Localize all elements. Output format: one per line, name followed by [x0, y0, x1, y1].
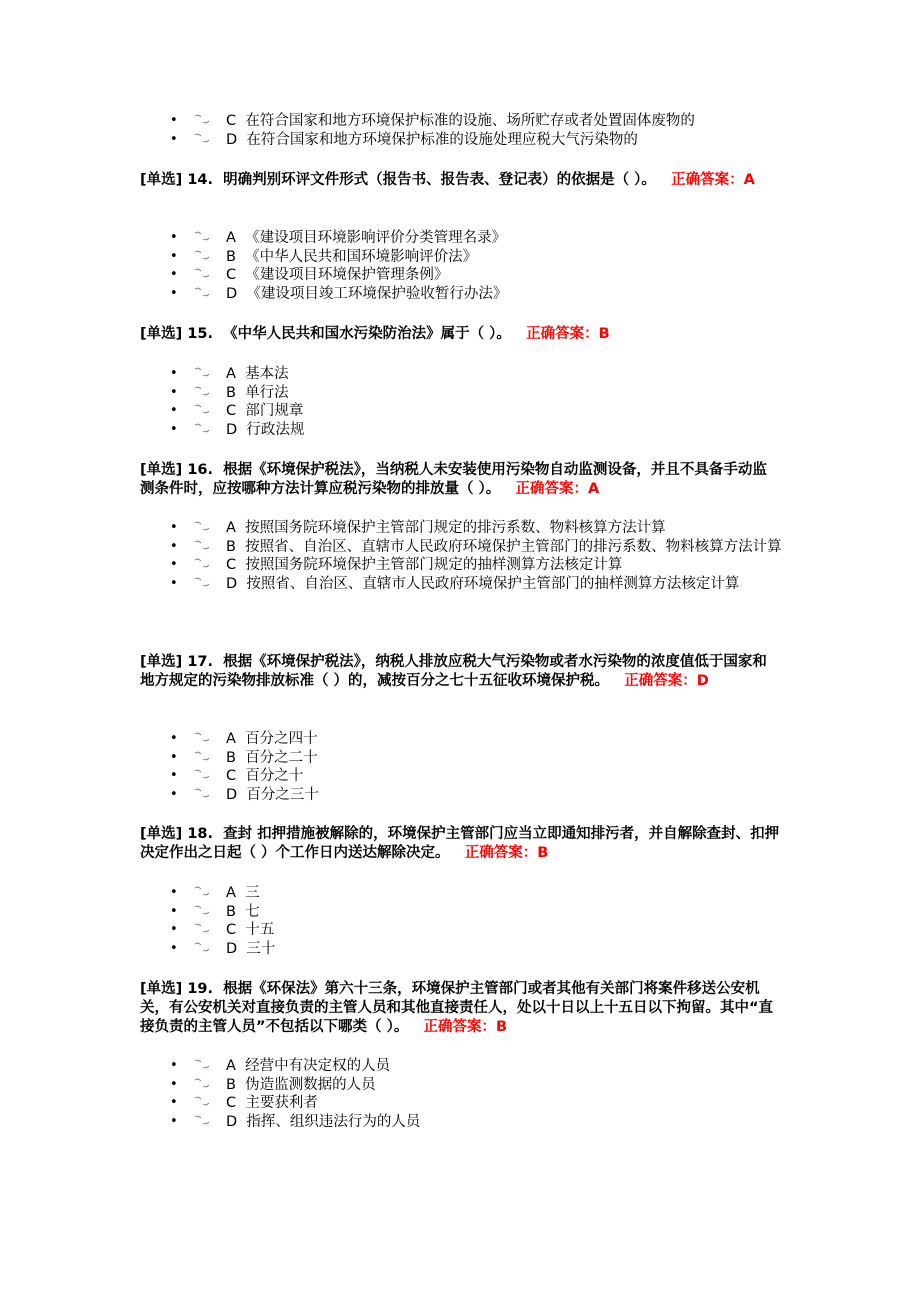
question-16-options — [0, 519, 920, 593]
option-item[interactable] — [0, 575, 920, 594]
question-text: [单选] 17. 根据《环境保护税法》，纳税人排放应税大气污染物或者水污染物的浓度值低于国家和地方规定的污染物排放标准（ ）的，减按百分之七十五征收环境保护税。 正确答案：D — [140, 654, 767, 689]
option-text: B 按照省、自治区、直辖市人民政府环境保护主管部门的排污系数、物料核算方法计算 — [226, 538, 782, 555]
question-text: [单选] 14. 明确判别环评文件形式（报告书、报告表、登记表）的依据是（ ）。 正确答案：A — [140, 172, 755, 188]
option-text: D 百分之三十 — [226, 786, 319, 803]
option-item[interactable] — [0, 921, 920, 940]
option-item[interactable] — [0, 365, 920, 384]
question-text: [单选] 15. 《中华人民共和国水污染防治法》属于（ ）。 正确答案：B — [140, 326, 610, 342]
option-item[interactable] — [0, 229, 920, 248]
option-text: D 按照省、自治区、直辖市人民政府环境保护主管部门的抽样测算方法核定计算 — [226, 575, 740, 592]
option-text: B 百分之二十 — [226, 749, 318, 766]
question-15-options — [0, 365, 920, 439]
option-text: C 按照国务院环境保护主管部门规定的抽样测算方法核定计算 — [226, 557, 623, 573]
question-18-options — [0, 884, 920, 958]
bullet: • — [170, 557, 178, 572]
option-item[interactable] — [0, 1094, 920, 1113]
option-item[interactable] — [0, 285, 920, 304]
radio-icon[interactable] — [194, 750, 210, 763]
option-item[interactable] — [0, 1057, 920, 1076]
question-17-options — [0, 730, 920, 804]
bullet: • — [170, 1113, 178, 1129]
option-item[interactable] — [0, 556, 920, 575]
radio-icon[interactable] — [194, 557, 210, 570]
option-item[interactable] — [0, 1076, 920, 1095]
option-list — [0, 1057, 920, 1131]
option-text: C 百分之十 — [226, 768, 304, 784]
option-item[interactable] — [0, 131, 920, 150]
bullet: • — [170, 749, 178, 765]
radio-icon[interactable] — [194, 230, 210, 243]
question-18 — [0, 825, 920, 863]
option-item[interactable] — [0, 384, 920, 403]
option-text: D 指挥、组织违法行为的人员 — [226, 1113, 421, 1130]
bullet: • — [170, 1058, 178, 1073]
radio-icon[interactable] — [194, 520, 210, 533]
option-text: A 三 — [226, 885, 260, 901]
option-text: D 《建设项目竣工环境保护验收暂行办法》 — [226, 285, 508, 302]
option-item[interactable] — [0, 248, 920, 267]
bullet: • — [170, 285, 178, 301]
option-text: A 按照国务院环境保护主管部门规定的排污系数、物料核算方法计算 — [226, 520, 666, 536]
radio-icon[interactable] — [194, 249, 210, 262]
question-14 — [0, 171, 920, 190]
option-list — [0, 730, 920, 804]
bullet: • — [170, 131, 178, 147]
option-text: B 《中华人民共和国环境影响评价法》 — [226, 248, 478, 265]
bullet: • — [170, 384, 178, 400]
option-item[interactable] — [0, 786, 920, 805]
option-list — [0, 229, 920, 303]
question-text: [单选] 18. 查封 扣押措施被解除的，环境保护主管部门应当立即通知排污者，并自解除查封、扣押决定作出之日起（ ）个工作日内送达解除决定。 正确答案：B — [140, 826, 780, 861]
bullet: • — [170, 230, 178, 245]
option-item[interactable] — [0, 538, 920, 557]
option-item[interactable] — [0, 730, 920, 749]
radio-icon[interactable] — [194, 941, 210, 954]
radio-icon[interactable] — [194, 922, 210, 935]
option-text: D 行政法规 — [226, 421, 305, 438]
prev-question-options — [0, 112, 920, 149]
radio-icon[interactable] — [194, 787, 210, 800]
radio-icon[interactable] — [194, 539, 210, 552]
correct-answer: 正确答案：A — [671, 172, 755, 188]
bullet: • — [170, 885, 178, 900]
option-text: D 在符合国家和地方环境保护标准的设施处理应税大气污染物的 — [226, 131, 638, 148]
radio-icon[interactable] — [194, 267, 210, 280]
option-text: A 经营中有决定权的人员 — [226, 1058, 391, 1074]
radio-icon[interactable] — [194, 904, 210, 917]
option-text: C 十五 — [226, 922, 275, 938]
bullet: • — [170, 520, 178, 535]
option-text: A 《建设项目环境影响评价分类管理名录》 — [226, 230, 507, 246]
bullet: • — [170, 366, 178, 381]
bullet: • — [170, 903, 178, 919]
bullet: • — [170, 922, 178, 937]
radio-icon[interactable] — [194, 403, 210, 416]
option-item[interactable] — [0, 519, 920, 538]
option-item[interactable] — [0, 402, 920, 421]
option-text: A 百分之四十 — [226, 731, 318, 747]
question-14-options — [0, 229, 920, 303]
option-list — [0, 365, 920, 439]
bullet: • — [170, 1095, 178, 1110]
radio-icon[interactable] — [194, 385, 210, 398]
option-text: A 基本法 — [226, 366, 289, 382]
bullet: • — [170, 403, 178, 418]
radio-icon[interactable] — [194, 768, 210, 781]
correct-answer: 正确答案：B — [464, 845, 549, 861]
radio-icon[interactable] — [194, 1095, 210, 1108]
question-19-options — [0, 1057, 920, 1131]
radio-icon[interactable] — [194, 1114, 210, 1127]
option-text: C 部门规章 — [226, 403, 304, 419]
question-17 — [0, 653, 920, 691]
option-text: C 《建设项目环境保护管理条例》 — [226, 267, 449, 283]
option-item[interactable] — [0, 767, 920, 786]
bullet: • — [170, 267, 178, 282]
option-text: C 在符合国家和地方环境保护标准的设施、场所贮存或者处置固体废物的 — [226, 113, 695, 129]
bullet: • — [170, 1076, 178, 1092]
option-item[interactable] — [0, 1113, 920, 1132]
bullet: • — [170, 421, 178, 437]
radio-icon[interactable] — [194, 113, 210, 126]
option-list — [0, 519, 920, 593]
bullet: • — [170, 786, 178, 802]
option-list — [0, 884, 920, 958]
option-text: B 七 — [226, 903, 260, 920]
correct-answer: 正确答案：A — [515, 481, 600, 497]
radio-icon[interactable] — [194, 885, 210, 898]
option-text: B 伪造监测数据的人员 — [226, 1076, 376, 1093]
option-text: C 主要获利者 — [226, 1095, 318, 1111]
question-19 — [0, 980, 920, 1037]
option-item[interactable] — [0, 112, 920, 131]
option-item[interactable] — [0, 421, 920, 440]
radio-icon[interactable] — [194, 286, 210, 299]
option-item[interactable] — [0, 749, 920, 768]
option-item[interactable] — [0, 884, 920, 903]
bullet: • — [170, 731, 178, 746]
bullet: • — [170, 113, 178, 128]
radio-icon[interactable] — [194, 422, 210, 435]
option-list — [0, 112, 920, 149]
option-item[interactable] — [0, 903, 920, 922]
option-text: D 三十 — [226, 940, 276, 957]
correct-answer: 正确答案：B — [423, 1019, 508, 1035]
correct-answer: 正确答案：D — [624, 673, 709, 689]
question-text: [单选] 19. 根据《环保法》第六十三条，环境保护主管部门或者其他有关部门将案件移送公安机关，有公安机关对直接负责的主管人员和其他直接责任人，处以十日以上十五日以下拘留。其中“直接负责的主管人员”不包括以下哪类（ ）。 正确答案：B — [140, 981, 774, 1035]
radio-icon[interactable] — [194, 1077, 210, 1090]
bullet: • — [170, 538, 178, 554]
radio-icon[interactable] — [194, 731, 210, 744]
question-text: [单选] 16. 根据《环境保护税法》，当纳税人未安装使用污染物自动监测设备，并且不具备手动监测条件时，应按哪种方法计算应税污染物的排放量（ ）。 正确答案：A — [140, 462, 767, 497]
question-16 — [0, 461, 920, 499]
option-item[interactable] — [0, 266, 920, 285]
correct-answer: 正确答案：B — [526, 326, 610, 342]
option-text: B 单行法 — [226, 384, 289, 401]
radio-icon[interactable] — [194, 132, 210, 145]
option-item[interactable] — [0, 940, 920, 959]
radio-icon[interactable] — [194, 576, 210, 589]
question-15 — [0, 325, 920, 344]
radio-icon[interactable] — [194, 366, 210, 379]
radio-icon[interactable] — [194, 1058, 210, 1071]
bullet: • — [170, 248, 178, 264]
bullet: • — [170, 768, 178, 783]
bullet: • — [170, 940, 178, 956]
bullet: • — [170, 575, 178, 591]
